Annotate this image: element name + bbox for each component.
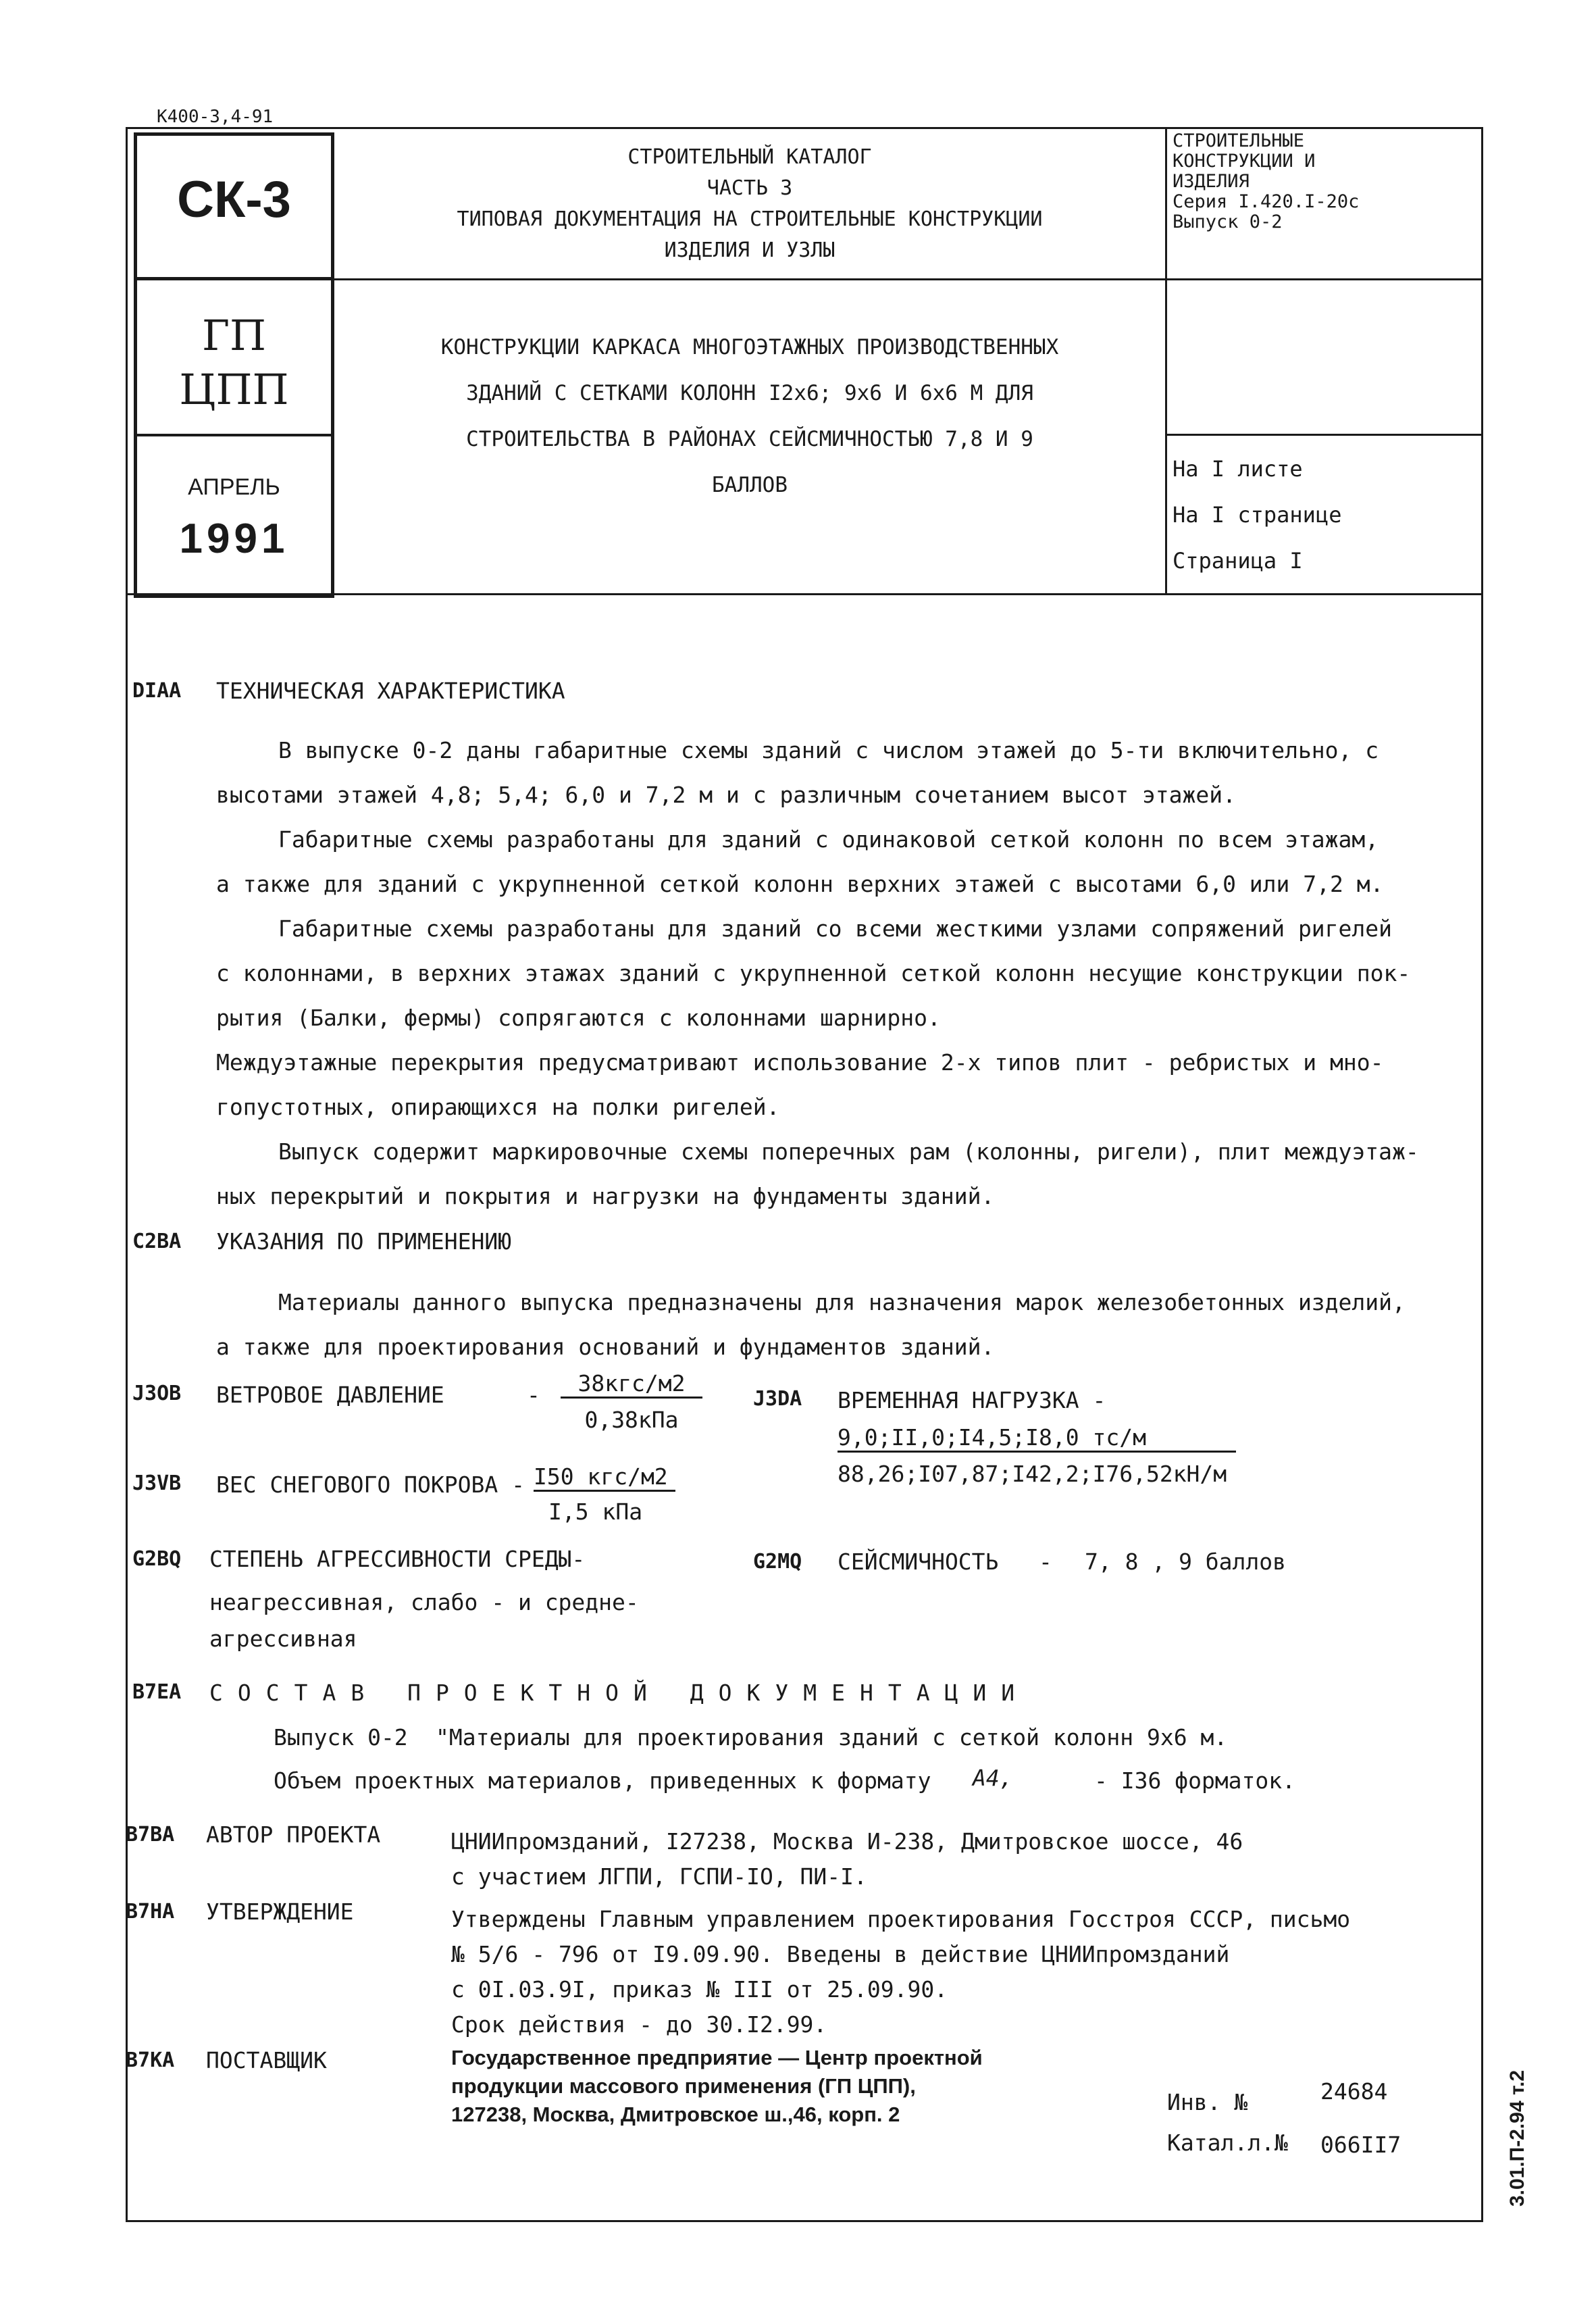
title-line: КОНСТРУКЦИИ КАРКАСА МНОГОЭТАЖНЫХ ПРОИЗВОДСТВЕННЫХ	[440, 335, 1059, 359]
aggr-label: СТЕПЕНЬ АГРЕССИВНОСТИ СРЕДЫ-	[209, 1546, 586, 1572]
catalog-code: СК-3	[177, 171, 291, 228]
approval-line: № 5/6 - 796 от I9.09.90. Введены в действие ЦНИИпромзданий	[451, 1941, 1230, 1967]
page-number: Страница I	[1173, 548, 1303, 574]
supplier-label: ПОСТАВЩИК	[206, 2047, 327, 2073]
approval-line: Срок действия - до 30.I2.99.	[451, 2011, 827, 2038]
supplier-line: Государственное предприятие — Центр проектной	[451, 2046, 983, 2069]
title-line: СТРОИТЕЛЬСТВА В РАЙОНАХ СЕЙСМИЧНОСТЬЮ 7,8 И 9	[466, 427, 1033, 451]
usage-body	[0, 1280, 1596, 1369]
wind-value-top: 38кгс/м2	[561, 1370, 702, 1399]
temp-load-label: ВРЕМЕННАЯ НАГРУЗКА -	[838, 1387, 1106, 1413]
tech-line: а также для зданий с укрупненной сеткой колонн верхних этажей с высотами 6,0 или 7,2 м.	[216, 871, 1384, 897]
tech-line: Габаритные схемы разработаны для зданий со всеми жесткими узлами сопряжений ригелей	[278, 915, 1393, 942]
tech-line: гопустотных, опирающихся на полки ригелей.	[216, 1094, 780, 1120]
series-line: Серия I.420.I-20с	[1173, 191, 1360, 212]
approval-info	[451, 1902, 1350, 2042]
usage-title: УКАЗАНИЯ ПО ПРИМЕНЕНИЮ	[216, 1228, 512, 1255]
document-title	[338, 324, 1162, 508]
aggr-code: G2BQ	[132, 1547, 182, 1571]
wind-dash: -	[527, 1382, 540, 1408]
seismic-value: 7, 8 , 9 баллов	[1085, 1549, 1287, 1575]
docs-volume-count: - I36 форматок.	[1094, 1767, 1296, 1794]
snow-label: ВЕС СНЕГОВОГО ПОКРОВА -	[216, 1472, 525, 1498]
supplier-code: B7KA	[126, 2048, 175, 2072]
top-code: К400-3,4-91	[157, 107, 274, 127]
usage-line: Материалы данного выпуска предназначены для назначения марок железобетонных изделий,	[278, 1289, 1406, 1315]
page-count: На I странице	[1173, 502, 1342, 528]
series-line: СТРОИТЕЛЬНЫЕ	[1173, 130, 1305, 151]
aggr-line: неагрессивная, слабо - и средне-	[209, 1589, 639, 1615]
usage-code: C2BA	[132, 1230, 182, 1253]
sheet-info	[1173, 446, 1341, 584]
usage-line: а также для проектирования оснований и фундаментов зданий.	[216, 1334, 995, 1360]
org-line1: ГП	[201, 311, 267, 360]
seismic-code: G2MQ	[753, 1550, 802, 1574]
approval-line: с 0I.03.9I, приказ № III от 25.09.90.	[451, 1976, 948, 2003]
docs-volume-text: Объем проектных материалов, приведенных к формату	[274, 1767, 931, 1794]
side-code: 3.01.П-2.94 т.2	[1506, 2069, 1528, 2207]
year: 1991	[179, 515, 289, 562]
snow-value-top: I50 кгс/м2	[534, 1463, 675, 1492]
tech-line: Выпуск содержит маркировочные схемы поперечных рам (колонны, ригели), плит междуэтаж-	[278, 1138, 1419, 1165]
title-line: ЗДАНИЙ С СЕТКАМИ КОЛОНН I2x6; 9x6 И 6x6 М ДЛЯ	[466, 381, 1033, 405]
catalog-line: ТИПОВАЯ ДОКУМЕНТАЦИЯ НА СТРОИТЕЛЬНЫЕ КОНСТРУКЦИИ	[457, 207, 1043, 231]
wind-code: J3OB	[132, 1382, 182, 1405]
tech-line: Междуэтажные перекрытия предусматривают использование 2-х типов плит - ребристых и мно-	[216, 1049, 1384, 1076]
tech-line: В выпуске 0-2 даны габаритные схемы зданий с числом этажей до 5-ти включительно, с	[278, 737, 1379, 763]
tech-body	[0, 728, 1596, 1219]
catalog-line: СТРОИТЕЛЬНЫЙ КАТАЛОГ	[627, 145, 872, 169]
catalog-line: ЧАСТЬ 3	[706, 176, 793, 200]
docs-issue-label: Выпуск 0-2	[274, 1724, 408, 1751]
sheet-count: На I листе	[1173, 456, 1303, 482]
approval-label: УТВЕРЖДЕНИЕ	[206, 1898, 354, 1925]
org-line2: ЦПП	[179, 365, 289, 414]
seismic-label: СЕЙСМИЧНОСТЬ	[838, 1549, 999, 1575]
approval-line: Утверждены Главным управлением проектирования Госстроя СССР, письмо	[451, 1906, 1351, 1932]
author-line: с участием ЛГПИ, ГСПИ-IO, ПИ-I.	[451, 1863, 867, 1890]
tech-code: DIAA	[132, 679, 182, 703]
tech-line: Габаритные схемы разработаны для зданий с одинаковой сеткой колонн по всем этажам,	[278, 826, 1379, 853]
approval-code: B7HA	[126, 1900, 175, 1923]
temp-load-code: J3DA	[753, 1387, 802, 1411]
temp-load-value-bottom: 88,26;I07,87;I42,2;I76,52кН/м	[838, 1461, 1227, 1487]
supplier-line: продукции массового применения (ГП ЦПП),	[451, 2074, 916, 2098]
inv-value: 24684	[1320, 2078, 1388, 2105]
aggr-values	[209, 1584, 639, 1657]
catal-value: 066II7	[1320, 2132, 1401, 2158]
wind-label: ВЕТРОВОЕ ДАВЛЕНИЕ	[216, 1382, 444, 1408]
series-line: Выпуск 0-2	[1173, 211, 1283, 232]
tech-line: высотами этажей 4,8; 5,4; 6,0 и 7,2 м и с различным сочетанием высот этажей.	[216, 782, 1236, 808]
author-info	[451, 1824, 1243, 1894]
tech-line: ных перекрытий и покрытия и нагрузки на фундаменты зданий.	[216, 1183, 995, 1209]
catalog-info	[338, 142, 1162, 266]
docs-code: B7EA	[132, 1680, 182, 1704]
docs-title: СОСТАВ ПРОЕКТНОЙ ДОКУМЕНТАЦИИ	[209, 1680, 1030, 1706]
tech-line: рытия (Балки, фермы) сопрягаются с колоннами шарнирно.	[216, 1005, 941, 1031]
author-line: ЦНИИпромзданий, I27238, Москва И-238, Дмитровское шоссе, 46	[451, 1828, 1243, 1855]
snow-value-bottom: I,5 кПа	[548, 1499, 643, 1525]
tech-line: с колоннами, в верхних этажах зданий с укрупненной сеткой колонн несущие конструкции пок-	[216, 960, 1411, 986]
supplier-info	[451, 2044, 983, 2129]
docs-issue-text: "Материалы для проектирования зданий с сеткой колонн 9x6 м.	[436, 1724, 1228, 1751]
title-line: БАЛЛОВ	[712, 473, 788, 497]
docs-volume-format: А4,	[973, 1765, 1013, 1791]
series-info	[1173, 131, 1359, 232]
supplier-line: 127238, Москва, Дмитровское ш.,46, корп. 2	[451, 2103, 900, 2126]
author-code: B7BA	[126, 1823, 175, 1846]
author-label: АВТОР ПРОЕКТА	[206, 1821, 381, 1848]
month: АПРЕЛЬ	[188, 474, 280, 500]
wind-value-bottom: 0,38кПа	[584, 1407, 679, 1433]
series-line: КОНСТРУКЦИИ И	[1173, 151, 1316, 172]
aggr-line: агрессивная	[209, 1626, 357, 1652]
catalog-line: ИЗДЕЛИЯ И УЗЛЫ	[664, 238, 835, 262]
snow-code: J3VB	[132, 1472, 182, 1495]
side-code-wrapper	[1503, 2054, 1533, 2223]
catal-label: Катал.л.№	[1167, 2130, 1288, 2156]
temp-load-value-top: 9,0;II,0;I4,5;I8,0 тс/м	[838, 1424, 1236, 1453]
tech-title: ТЕХНИЧЕСКАЯ ХАРАКТЕРИСТИКА	[216, 678, 565, 704]
inv-label: Инв. №	[1167, 2089, 1248, 2115]
seismic-dash: -	[1039, 1549, 1052, 1575]
series-line: ИЗДЕЛИЯ	[1173, 171, 1250, 192]
